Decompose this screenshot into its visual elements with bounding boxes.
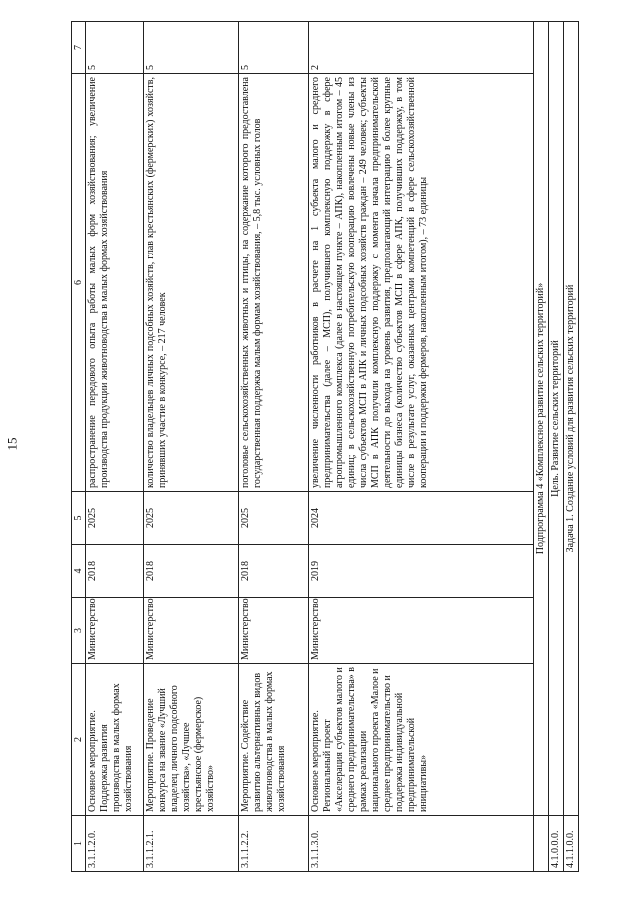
row-name: Мероприятие. Проведение конкурса на звание «Лучший владелец личного подсобного хозяйства», «Лучшее крестьянское (фермерское) хозяйство» <box>144 664 239 816</box>
section-code: 4.1.0.0.0. <box>549 816 564 872</box>
column-number: 2 <box>72 664 86 816</box>
row-code: 3.1.1.2.2. <box>239 816 309 872</box>
row-code: 3.1.1.3.0. <box>309 816 534 872</box>
section-code: 4.1.1.0.0. <box>564 816 579 872</box>
row-result: увеличение численности работников в расчете на 1 субъекта малого и среднего предпринимательства (далее – МСП), получившего комплексную поддержку в сфере агропромышленного комплекса (далее в настоящем пункте – АПК), накопленным итогом – 45 единиц; в сельскохозяйственную потребительскую кооперацию вовлечены новые члены из числа субъектов МСП в АПК и личных подсобных хозяйств граждан – 249 человек; субъекты МСП в АПК получили комплексную поддержку с момента начала предпринимательской деятельности до выхода на уровень развития, предполагающий интеграцию в более крупные единицы бизнеса (количество субъектов МСП в сфере АПК, получивших поддержку, в том числе в результате услуг, оказанных центрами компетенций в сфере сельскохозяйственной кооперации и поддержки фермеров, накопленным итогом), – 73 единицы <box>309 74 534 492</box>
row-end-year: 2025 <box>86 492 144 545</box>
row-code: 3.1.1.2.0. <box>86 816 144 872</box>
row-score: 5 <box>86 22 144 74</box>
column-number-row <box>72 22 86 872</box>
row-result: количество владельцев личных подсобных хозяйств, глав крестьянских (фермерских) хозяйств, принявших участие в конкурсе, – 217 человек <box>144 74 239 492</box>
row-end-year: 2024 <box>309 492 534 545</box>
task-row <box>564 22 579 872</box>
row-executor: Министерство <box>239 598 309 664</box>
column-number: 1 <box>72 816 86 872</box>
table-row <box>86 22 144 872</box>
row-result: распространение передового опыта работы малых форм хозяйствования; увеличение производства продукции животноводства в малых формах хозяйствования <box>86 74 144 492</box>
column-number: 4 <box>72 545 86 598</box>
column-number: 7 <box>72 22 86 74</box>
row-end-year: 2025 <box>144 492 239 545</box>
row-start-year: 2018 <box>239 545 309 598</box>
table-row <box>239 22 309 872</box>
goal-row <box>549 22 564 872</box>
row-result: поголовье сельскохозяйственных животных и птицы, на содержание которого предоставлена государственная поддержка малым формам хозяйствования, – 5,8 тыс. условных голов <box>239 74 309 492</box>
row-score: 2 <box>309 22 534 74</box>
subprogram-row <box>534 22 549 872</box>
row-executor: Министерство <box>144 598 239 664</box>
column-number: 3 <box>72 598 86 664</box>
column-number: 6 <box>72 74 86 492</box>
row-code: 3.1.1.2.1. <box>144 816 239 872</box>
program-table <box>71 21 579 872</box>
row-start-year: 2018 <box>144 545 239 598</box>
subprogram-title: Подпрограмма 4 «Комплексное развитие сельских территорий» <box>534 22 549 816</box>
row-executor: Министерство <box>309 598 534 664</box>
page-number-text: 15 <box>4 437 20 451</box>
column-number: 5 <box>72 492 86 545</box>
row-score: 5 <box>239 22 309 74</box>
row-name: Основное мероприятие. Поддержка развития производства в малых формах хозяйствования <box>86 664 144 816</box>
row-start-year: 2019 <box>309 545 534 598</box>
row-name: Мероприятие. Содействие развитию альтернативных видов животноводства в малых формах хозяйствования <box>239 664 309 816</box>
row-name: Основное мероприятие. Региональный проект «Акселерация субъектов малого и среднего предпринимательства» в рамках реализации национального проекта «Малое и среднее предпринимательство и поддержка индивидуальной предпринимательской инициативы» <box>309 664 534 816</box>
row-end-year: 2025 <box>239 492 309 545</box>
row-score: 5 <box>144 22 239 74</box>
row-start-year: 2018 <box>86 545 144 598</box>
document-table-rotated <box>71 22 616 872</box>
row-executor: Министерство <box>86 598 144 664</box>
table-row <box>144 22 239 872</box>
task-title: Задача 1. Создание условий для развития сельских территорий <box>564 22 579 816</box>
section-code <box>534 816 549 872</box>
table-row <box>309 22 534 872</box>
page-number <box>0 0 30 905</box>
goal-title: Цель. Развитие сельских территорий <box>549 22 564 816</box>
